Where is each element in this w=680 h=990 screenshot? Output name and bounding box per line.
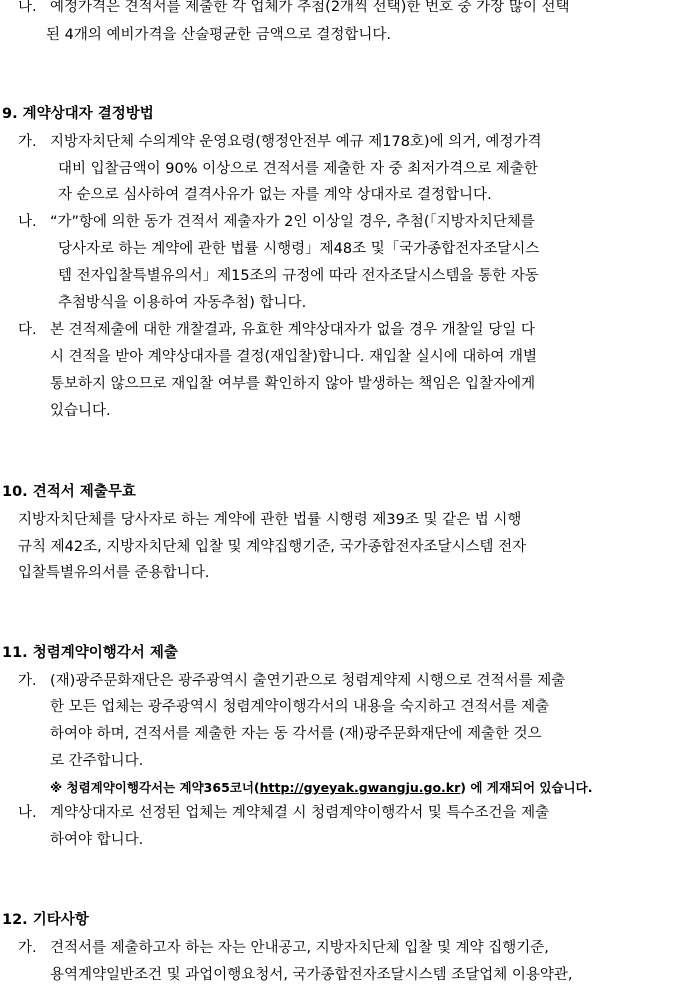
section-11-title: 11. 청렴계약이행각서 제출 <box>2 645 178 661</box>
body-line: 있습니다. <box>50 403 111 419</box>
body-line: 추첨방식을 이용하여 자동추첨) 합니다. <box>58 295 307 311</box>
section-9-title: 9. 계약상대자 결정방법 <box>2 106 154 122</box>
body-line: 규칙 제42조, 지방자치단체 입찰 및 계약집행기준, 국가종합전자조달시스템 전자 <box>18 539 527 555</box>
body-line: 된 4개의 예비가격을 산술평균한 금액으로 결정합니다. <box>46 27 392 43</box>
item-label: 가. <box>18 673 37 689</box>
body-line: 대비 입찰금액이 90% 이상으로 견적서를 제출한 자 중 최저가격으로 제출한 <box>58 161 538 177</box>
body-line: 시 견적을 받아 계약상대자를 결정(재입찰)합니다. 재입찰 실시에 대하여 개별 <box>50 349 538 365</box>
body-line: 하여야 하며, 견적서를 제출한 자는 동 각서를 (재)광주문화재단에 제출한 것으 <box>50 726 542 742</box>
body-line: 계약상대자로 선정된 업체는 계약체결 시 청렴계약이행각서 및 특수조건을 제출 <box>50 805 550 821</box>
body-line: 하여야 합니다. <box>50 832 144 848</box>
item-label: 나. <box>18 0 37 15</box>
notice-line <box>50 778 592 798</box>
body-line: “가”항에 의한 동가 견적서 제출자가 2인 이상일 경우, 추첨(「지방자치단체를 <box>50 214 535 230</box>
body-line: 지방자치단체를 당사자로 하는 계약에 관한 법률 시행령 제39조 및 같은 법 시행 <box>18 512 522 528</box>
notice-text: ) 에 게재되어 있습니다. <box>460 780 593 795</box>
body-line: 로 간주합니다. <box>50 753 144 769</box>
item-label: 다. <box>18 322 37 338</box>
body-line: 지방자치단체 수의계약 운영요령(행정안전부 예규 제178호)에 의거, 예정가격 <box>50 134 542 150</box>
body-line: 용역계약일반조건 및 과업이행요청서, 국가종합전자조달시스템 조달업체 이용약관, <box>50 967 573 983</box>
notice-text: ※ 청렴계약이행각서는 계약365코너( <box>50 780 260 795</box>
body-line: 예정가격은 견적서를 제출한 각 업체가 추첨(2개씩 선택)한 번호 중 가장 많이 선택 <box>50 0 570 15</box>
section-12-title: 12. 기타사항 <box>2 912 89 928</box>
body-line: 본 견적제출에 대한 개찰결과, 유효한 계약상대자가 없을 경우 개찰일 당일 다 <box>50 322 535 338</box>
body-line: (재)광주문화재단은 광주광역시 출연기관으로 청렴계약제 시행으로 견적서를 제출 <box>50 673 566 689</box>
body-line: 한 모든 업체는 광주광역시 청렴계약이행각서의 내용을 숙지하고 견적서를 제출 <box>50 699 550 715</box>
body-line: 견적서를 제출하고자 하는 자는 안내공고, 지방자치단체 입찰 및 계약 집행기준, <box>50 940 549 956</box>
body-line: 입찰특별유의서를 준용합니다. <box>18 565 210 581</box>
section-10-title: 10. 견적서 제출무효 <box>2 484 136 500</box>
item-label: 나. <box>18 214 37 230</box>
item-label: 가. <box>18 940 37 956</box>
item-label: 나. <box>18 805 37 821</box>
body-line: 템 전자입찰특별유의서」제15조의 규정에 따라 전자조달시스템을 통한 자동 <box>58 268 539 284</box>
body-line: 통보하지 않으므로 재입찰 여부를 확인하지 않아 발생하는 책임은 입찰자에게 <box>50 376 536 392</box>
item-label: 가. <box>18 134 37 150</box>
body-line: 자 순으로 심사하여 결격사유가 없는 자를 계약 상대자로 결정합니다. <box>58 187 492 203</box>
gyeyak-link[interactable]: http://gyeyak.gwangju.go.kr <box>259 780 461 795</box>
body-line: 당사자로 하는 계약에 관한 법률 시행령」제48조 및「국가종합전자조달시스 <box>58 241 540 257</box>
